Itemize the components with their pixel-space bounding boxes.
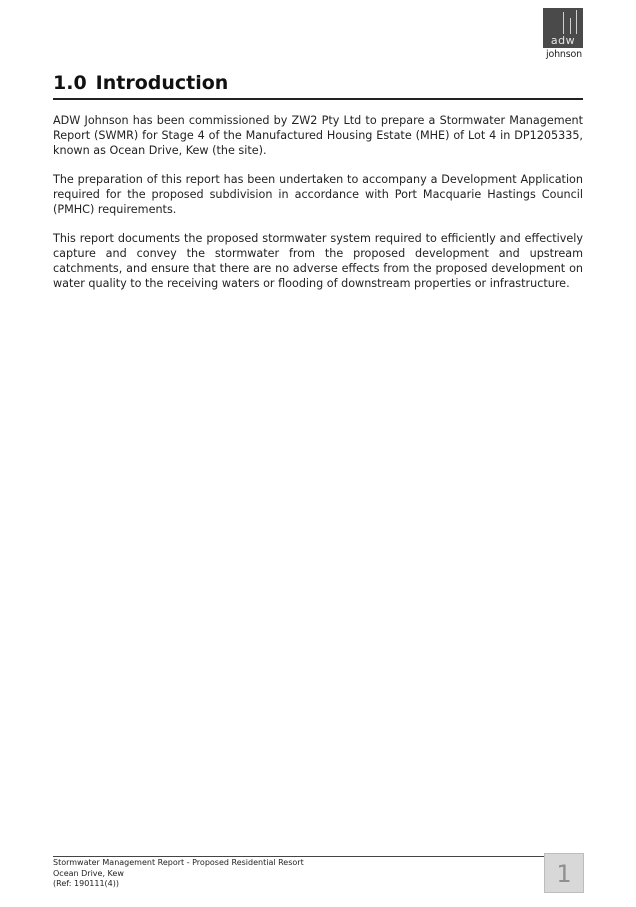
page-footer — [53, 858, 523, 890]
body-paragraph: The preparation of this report has been undertaken to accompany a Development Application required for the proposed subdivision in accordance with Port Macquarie Hastings Council (PMHC) requirements. — [53, 173, 583, 216]
footer-report-title: Stormwater Management Report - Proposed Residential Resort — [53, 858, 304, 867]
footer-divider — [53, 856, 544, 857]
report-body — [53, 113, 583, 305]
company-logo — [543, 8, 585, 60]
section-heading — [53, 71, 583, 100]
body-paragraph: This report documents the proposed stormwater system required to efficiently and effectively capture and convey the stormwater from the proposed development and upstream catchments, and ensure that there are no adverse effects from the proposed development on water quality to the receiving waters or flooding of downstream properties or infrastructure. — [53, 232, 583, 290]
section-number: 1.0 — [53, 72, 87, 94]
logo-mark — [543, 8, 583, 48]
page-number-box — [544, 853, 584, 893]
logo-line — [563, 12, 564, 34]
page-number: 1 — [556, 860, 572, 888]
body-paragraph: ADW Johnson has been commissioned by ZW2 Pty Ltd to prepare a Stormwater Management Report (SWMR) for Stage 4 of the Manufactured Housing Estate (MHE) of Lot 4 in DP1205335, known as Ocean Drive, Kew (the site). — [53, 114, 583, 157]
footer-reference: (Ref: 190111(4)) — [53, 879, 120, 888]
logo-line — [576, 10, 577, 34]
logo-abbreviation: adw — [550, 34, 576, 47]
logo-wordmark: johnson — [546, 49, 582, 60]
footer-location: Ocean Drive, Kew — [53, 868, 124, 878]
section-title: Introduction — [95, 72, 229, 94]
logo-line — [570, 18, 571, 34]
